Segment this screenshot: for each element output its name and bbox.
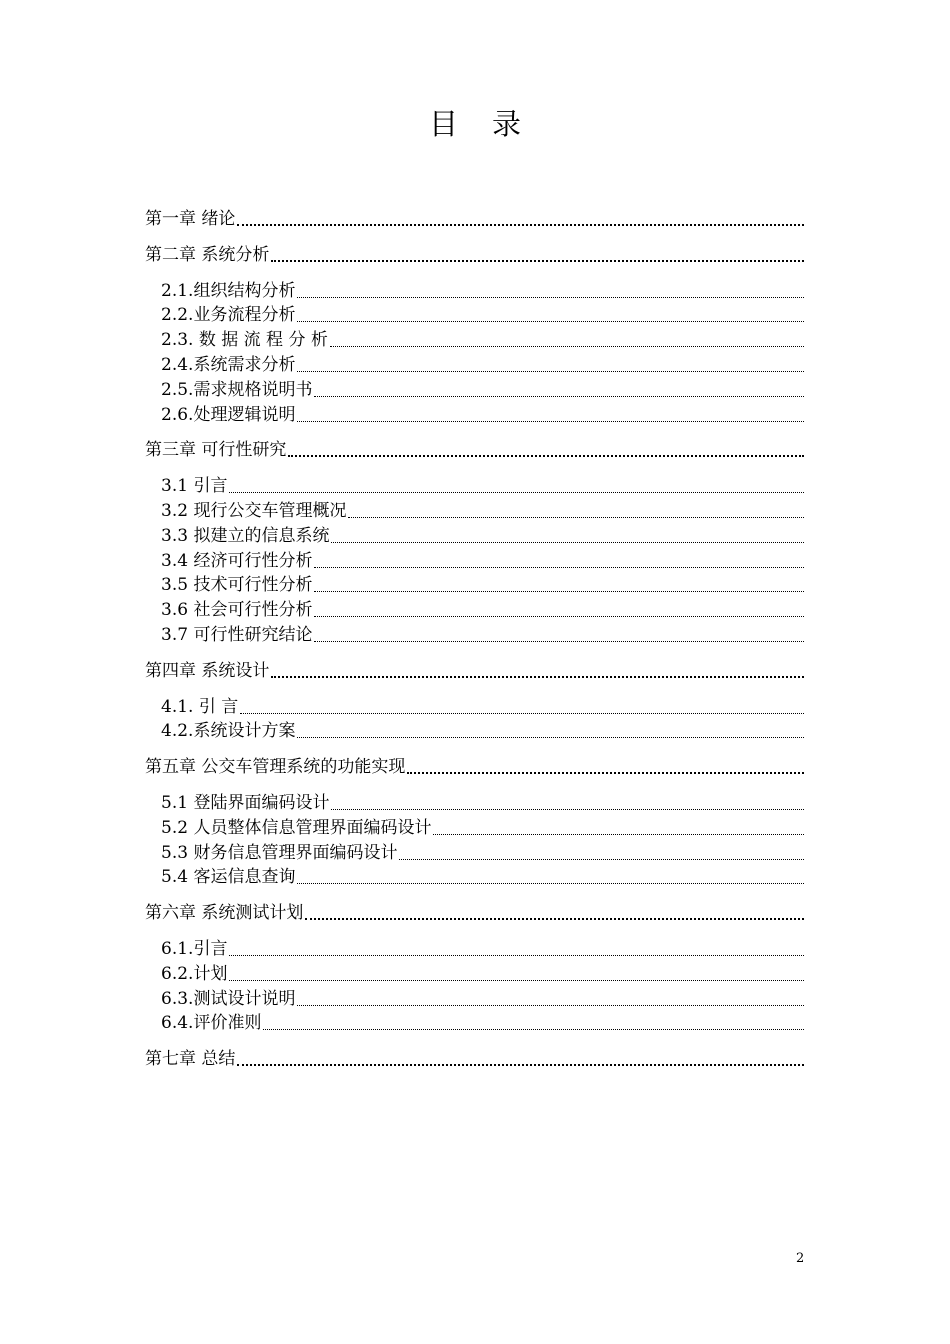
toc-entry-label: 第二章 系统分析 [145, 244, 270, 265]
toc-entry-3-4[interactable] [145, 546, 804, 572]
toc-entry-label: 第三章 可行性研究 [145, 440, 287, 461]
toc-entry-label: 4.2.系统设计方案 [161, 721, 296, 742]
toc-entry-label: 3.5 技术可行性分析 [161, 575, 313, 596]
toc-entry-label: 第六章 系统测试计划 [145, 903, 304, 924]
toc-entry-label: 第四章 系统设计 [145, 660, 270, 681]
toc-dot-leader [229, 980, 804, 981]
toc-dot-leader [433, 834, 804, 835]
toc-entry-label: 6.3.测试设计说明 [161, 988, 296, 1009]
toc-dot-leader [314, 641, 804, 642]
toc-entry-label: 3.7 可行性研究结论 [161, 625, 313, 645]
toc-entry-label: 6.4.评价准则 [161, 1013, 262, 1034]
toc-dot-leader [297, 1005, 804, 1006]
toc-entry-2-5[interactable] [145, 375, 804, 401]
toc-entry-6-3[interactable] [145, 984, 804, 1010]
toc-entry-label: 2.2.业务流程分析 [161, 305, 296, 326]
toc-entry-chapter-7[interactable] [145, 1044, 804, 1070]
toc-dot-leader [331, 809, 804, 810]
toc-entry-label: 2.6.处理逻辑说明 [161, 404, 296, 425]
page-title: 目录 [428, 107, 555, 141]
toc-entry-3-2[interactable] [145, 496, 804, 522]
toc-dot-leader [288, 455, 804, 457]
toc-entry-chapter-4[interactable] [145, 656, 804, 682]
toc-entry-chapter-5[interactable] [145, 752, 804, 778]
toc-entry-chapter-6[interactable] [145, 898, 804, 924]
toc-entry-chapter-1[interactable] [145, 204, 804, 230]
toc-dot-leader [297, 737, 804, 738]
toc-dot-leader [271, 260, 804, 262]
toc-entry-4-1[interactable] [145, 692, 804, 718]
toc-entry-label: 6.2.计划 [161, 963, 228, 984]
toc-entry-label: 3.2 现行公交车管理概况 [161, 501, 347, 521]
toc-dot-leader [330, 346, 804, 347]
toc-dot-leader [348, 517, 804, 518]
toc-entry-chapter-2[interactable] [145, 240, 804, 266]
toc-entry-3-7[interactable] [145, 620, 804, 646]
toc-entry-label: 3.6 社会可行性分析 [161, 600, 313, 621]
toc-entry-label: 第七章 总结 [145, 1049, 236, 1070]
toc-entry-label: 5.4 客运信息查询 [161, 867, 296, 888]
toc-entry-2-1[interactable] [145, 276, 804, 302]
toc-dot-leader [271, 676, 804, 678]
toc-entry-3-5[interactable] [145, 570, 804, 596]
toc-entry-label: 第一章 绪论 [145, 209, 236, 229]
toc-dot-leader [314, 616, 804, 617]
toc-dot-leader [297, 421, 804, 422]
toc-entry-5-3[interactable] [145, 838, 804, 864]
toc-dot-leader [263, 1029, 804, 1030]
toc-entry-6-4[interactable] [145, 1008, 804, 1034]
toc-entry-label: 3.4 经济可行性分析 [161, 550, 313, 571]
toc-entry-label: 6.1.引言 [161, 939, 228, 959]
toc-entry-label: 2.1.组织结构分析 [161, 280, 296, 301]
toc-entry-label: 2.5.需求规格说明书 [161, 379, 313, 400]
toc-dot-leader [305, 918, 804, 920]
toc-entry-5-2[interactable] [145, 813, 804, 839]
toc-entry-chapter-3[interactable] [145, 435, 804, 461]
toc-dot-leader [331, 542, 804, 543]
toc-entry-label: 5.2 人员整体信息管理界面编码设计 [161, 817, 432, 838]
toc-dot-leader [314, 591, 804, 592]
toc-entry-3-6[interactable] [145, 595, 804, 621]
toc-dot-leader [240, 713, 804, 714]
toc-dot-leader [297, 321, 804, 322]
toc-entry-label: 3.1 引言 [161, 476, 228, 497]
toc-dot-leader [237, 1064, 804, 1066]
toc-dot-leader [399, 859, 804, 860]
toc-entry-label: 4.1. 引 言 [161, 696, 239, 717]
page-number: 2 [796, 1251, 805, 1266]
toc-dot-leader [297, 297, 804, 298]
toc-entry-2-6[interactable] [145, 400, 804, 426]
toc-entry-4-2[interactable] [145, 716, 804, 742]
toc-entry-label: 2.4.系统需求分析 [161, 355, 296, 375]
toc-dot-leader [237, 224, 804, 226]
toc-entry-label: 5.1 登陆界面编码设计 [161, 793, 330, 813]
toc-dot-leader [229, 492, 804, 493]
toc-dot-leader [297, 883, 804, 884]
toc-entry-2-3[interactable] [145, 325, 804, 351]
toc-entry-5-4[interactable] [145, 862, 804, 888]
toc-dot-leader [407, 772, 804, 774]
toc-entry-3-1[interactable] [145, 471, 804, 497]
toc-dot-leader [229, 955, 804, 956]
toc-entry-label: 2.3. 数 据 流 程 分 析 [161, 330, 328, 351]
toc-entry-6-1[interactable] [145, 934, 804, 960]
toc-entry-label: 第五章 公交车管理系统的功能实现 [145, 757, 406, 778]
toc-entry-2-4[interactable] [145, 350, 804, 376]
toc-entry-2-2[interactable] [145, 300, 804, 326]
toc-entry-label: 3.3 拟建立的信息系统 [161, 525, 330, 546]
toc-dot-leader [314, 567, 804, 568]
toc-entry-3-3[interactable] [145, 521, 804, 547]
toc-entry-6-2[interactable] [145, 959, 804, 985]
toc-dot-leader [297, 371, 804, 372]
toc-entry-5-1[interactable] [145, 788, 804, 814]
toc-entry-label: 5.3 财务信息管理界面编码设计 [161, 842, 398, 863]
toc-dot-leader [314, 396, 804, 397]
